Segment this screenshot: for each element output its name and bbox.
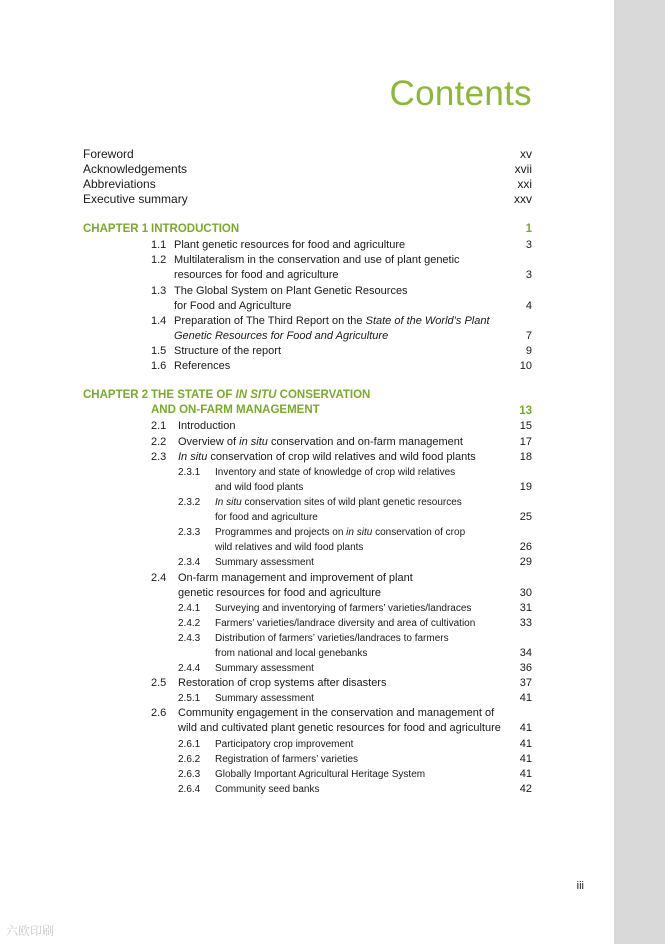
toc-page: 4 — [525, 300, 532, 312]
toc-page: xvii — [514, 162, 532, 176]
toc-subsection-2-3-1-cont[interactable] — [0, 480, 614, 495]
title-italic: Genetic Resources for Food and Agriculture — [174, 330, 389, 342]
watermark: 六欧印刷 — [6, 924, 55, 938]
title-italic: State of the World’s Plant — [365, 315, 490, 327]
toc-page: 37 — [519, 677, 532, 689]
section-number: 1.4 — [151, 315, 167, 327]
toc-subsection-2-4-4[interactable] — [0, 661, 614, 676]
toc-label: Acknowledgements — [83, 162, 188, 176]
chapter-label: CHAPTER 2 — [83, 389, 149, 401]
section-title: Surveying and inventorying of farmers’ varieties/landraces — [215, 603, 472, 614]
title-part: THE STATE OF — [151, 389, 236, 401]
toc-page: 10 — [519, 360, 532, 372]
toc-entry-executive-summary[interactable] — [0, 192, 614, 207]
toc-subsection-2-4-1[interactable] — [0, 601, 614, 616]
toc-page: 41 — [519, 738, 532, 750]
toc-section-1-6[interactable] — [0, 359, 614, 374]
toc-page: 13 — [519, 405, 532, 417]
section-number: 2.4.4 — [178, 663, 201, 674]
chapter-title: INTRODUCTION — [151, 223, 240, 235]
section-number: 2.4 — [151, 572, 167, 584]
toc-label: Executive summary — [83, 192, 188, 206]
section-number: 2.6.1 — [178, 739, 201, 750]
page-title: Contents — [389, 74, 532, 113]
toc-section-2-4-cont[interactable] — [0, 586, 614, 601]
section-number: 2.6.3 — [178, 769, 201, 780]
toc-subsection-2-4-3[interactable] — [0, 631, 614, 646]
section-title: Summary assessment — [215, 557, 314, 568]
section-number: 2.3 — [151, 451, 167, 463]
title-italic: In situ — [215, 497, 242, 508]
toc-section-1-4[interactable] — [0, 314, 614, 329]
toc-chapter-2[interactable] — [0, 388, 614, 403]
toc-entry-abbreviations[interactable] — [0, 177, 614, 192]
section-title: Summary assessment — [215, 693, 314, 704]
section-number: 2.4.2 — [178, 618, 201, 629]
toc-page: 18 — [519, 451, 532, 463]
title-italic: in situ — [239, 436, 268, 448]
toc-section-1-5[interactable] — [0, 344, 614, 359]
section-title: The Global System on Plant Genetic Resources — [174, 285, 408, 297]
toc-subsection-2-3-3-cont[interactable] — [0, 540, 614, 555]
section-title: resources for food and agriculture — [174, 269, 339, 281]
section-number: 1.3 — [151, 285, 167, 297]
section-title: Introduction — [178, 420, 236, 432]
toc-page: 26 — [519, 541, 532, 553]
section-title: Multilateralism in the conservation and use of plant genetic — [174, 254, 460, 266]
chapter-title — [151, 388, 370, 403]
toc-chapter-1[interactable] — [0, 222, 614, 237]
section-title: Farmers’ varieties/landrace diversity and area of cultivation — [215, 618, 476, 629]
toc-page: 3 — [525, 269, 532, 281]
toc-subsection-2-4-3-cont[interactable] — [0, 646, 614, 661]
toc-subsection-2-3-4[interactable] — [0, 555, 614, 570]
toc-page: xxi — [517, 177, 532, 191]
toc-page: 25 — [519, 511, 532, 523]
toc-page: 29 — [519, 556, 532, 568]
section-title: Inventory and state of knowledge of crop wild relatives — [215, 467, 456, 478]
section-title: and wild food plants — [215, 482, 304, 493]
section-number: 2.6 — [151, 707, 167, 719]
toc-subsection-2-6-2[interactable] — [0, 752, 614, 767]
toc-section-1-1[interactable] — [0, 238, 614, 253]
toc-page: 42 — [519, 783, 532, 795]
section-number: 2.5 — [151, 677, 167, 689]
title-italic: In situ — [178, 451, 208, 463]
section-number: 2.3.2 — [178, 497, 201, 508]
title-part: Programmes and projects on — [215, 527, 347, 538]
toc-subsection-2-4-2[interactable] — [0, 616, 614, 631]
section-title: References — [174, 360, 231, 372]
toc-subsection-2-3-1[interactable] — [0, 465, 614, 480]
toc-section-2-6[interactable] — [0, 706, 614, 721]
title-part: conservation sites of wild plant genetic resources — [241, 497, 462, 508]
section-number: 2.4.1 — [178, 603, 201, 614]
toc-section-2-1[interactable] — [0, 419, 614, 434]
section-title: Structure of the report — [174, 345, 281, 357]
section-number: 1.6 — [151, 360, 167, 372]
toc-page: 15 — [519, 420, 532, 432]
section-number: 1.1 — [151, 239, 167, 251]
toc-subsection-2-6-1[interactable] — [0, 737, 614, 752]
title-part: Preparation of The Third Report on the — [174, 315, 366, 327]
title-italic: IN SITU — [235, 389, 277, 401]
section-title: Summary assessment — [215, 663, 314, 674]
section-title: wild and cultivated plant genetic resources for food and agriculture — [178, 722, 501, 734]
toc-section-2-6-cont[interactable] — [0, 721, 614, 736]
toc-entry-acknowledgements[interactable] — [0, 162, 614, 177]
title-italic: in situ — [346, 527, 373, 538]
toc-page: 30 — [519, 587, 532, 599]
toc-page: 3 — [525, 239, 532, 251]
toc-page: xv — [520, 147, 532, 161]
section-title: Globally Important Agricultural Heritage System — [215, 769, 426, 780]
toc-subsection-2-3-2[interactable] — [0, 495, 614, 510]
section-number: 2.3.4 — [178, 557, 201, 568]
section-number: 2.4.3 — [178, 633, 201, 644]
title-part: conservation of crop wild relatives and wild food plants — [207, 451, 476, 463]
chapter-label: CHAPTER 1 — [83, 223, 149, 235]
toc-label: Foreword — [83, 147, 134, 161]
toc-page: xxv — [514, 192, 532, 206]
section-title: Community engagement in the conservation and management of — [178, 707, 495, 719]
section-title: from national and local genebanks — [215, 648, 368, 659]
section-number: 1.5 — [151, 345, 167, 357]
toc-page: 36 — [519, 662, 532, 674]
title-part: conservation and on-farm management — [267, 436, 463, 448]
page-number: iii — [576, 880, 584, 892]
section-title: Registration of farmers’ varieties — [215, 754, 359, 765]
section-title — [178, 435, 463, 450]
section-number: 1.2 — [151, 254, 167, 266]
toc-page: 41 — [519, 692, 532, 704]
toc-page: 34 — [519, 647, 532, 659]
toc-entry-foreword[interactable] — [0, 147, 614, 162]
toc-chapter-2-cont[interactable] — [0, 403, 614, 418]
section-title: Plant genetic resources for food and agriculture — [174, 239, 406, 251]
toc-section-2-4[interactable] — [0, 571, 614, 586]
section-number: 2.5.1 — [178, 693, 201, 704]
toc-section-1-2-cont[interactable] — [0, 268, 614, 283]
section-number: 2.2 — [151, 436, 167, 448]
toc-page: 17 — [519, 436, 532, 448]
section-title: Community seed banks — [215, 784, 320, 795]
page-edge-strip — [614, 0, 665, 944]
toc-section-2-3[interactable] — [0, 450, 614, 465]
toc-subsection-2-5-1[interactable] — [0, 691, 614, 706]
section-title: On-farm management and improvement of plant — [178, 572, 413, 584]
section-title — [178, 450, 476, 465]
toc-page: 33 — [519, 617, 532, 629]
title-part: Overview of — [178, 436, 240, 448]
toc-subsection-2-6-3[interactable] — [0, 767, 614, 782]
section-title: Participatory crop improvement — [215, 739, 354, 750]
toc-section-1-3-cont[interactable] — [0, 299, 614, 314]
section-title: Restoration of crop systems after disasters — [178, 677, 387, 689]
section-number: 2.1 — [151, 420, 167, 432]
toc-subsection-2-6-4[interactable] — [0, 782, 614, 797]
toc-page: 41 — [519, 768, 532, 780]
toc-page: 7 — [525, 330, 532, 342]
chapter-title: AND ON-FARM MANAGEMENT — [151, 404, 320, 416]
section-title — [215, 525, 465, 540]
toc-section-1-4-cont[interactable] — [0, 329, 614, 344]
toc-page: 9 — [525, 345, 532, 357]
toc-label: Abbreviations — [83, 177, 156, 191]
section-title: Distribution of farmers’ varieties/landraces to farmers — [215, 633, 449, 644]
title-part: conservation of crop — [372, 527, 466, 538]
section-title — [215, 495, 462, 510]
section-title: for food and agriculture — [215, 512, 318, 523]
toc-section-1-3[interactable] — [0, 284, 614, 299]
toc-page: 19 — [519, 481, 532, 493]
section-number: 2.3.3 — [178, 527, 201, 538]
section-number: 2.6.4 — [178, 784, 201, 795]
section-title: genetic resources for food and agriculture — [178, 587, 382, 599]
toc-subsection-2-3-2-cont[interactable] — [0, 510, 614, 525]
toc-page: 31 — [519, 602, 532, 614]
section-title — [174, 314, 490, 329]
section-title: for Food and Agriculture — [174, 300, 292, 312]
section-number: 2.3.1 — [178, 467, 201, 478]
section-number: 2.6.2 — [178, 754, 201, 765]
toc-page: 41 — [519, 753, 532, 765]
toc-section-1-2[interactable] — [0, 253, 614, 268]
toc-page: 41 — [519, 722, 532, 734]
toc-section-2-5[interactable] — [0, 676, 614, 691]
toc-page: 1 — [525, 223, 532, 235]
toc-section-2-2[interactable] — [0, 435, 614, 450]
toc-subsection-2-3-3[interactable] — [0, 525, 614, 540]
section-title: wild relatives and wild food plants — [215, 542, 364, 553]
title-part: CONSERVATION — [276, 389, 371, 401]
section-title — [174, 329, 388, 344]
